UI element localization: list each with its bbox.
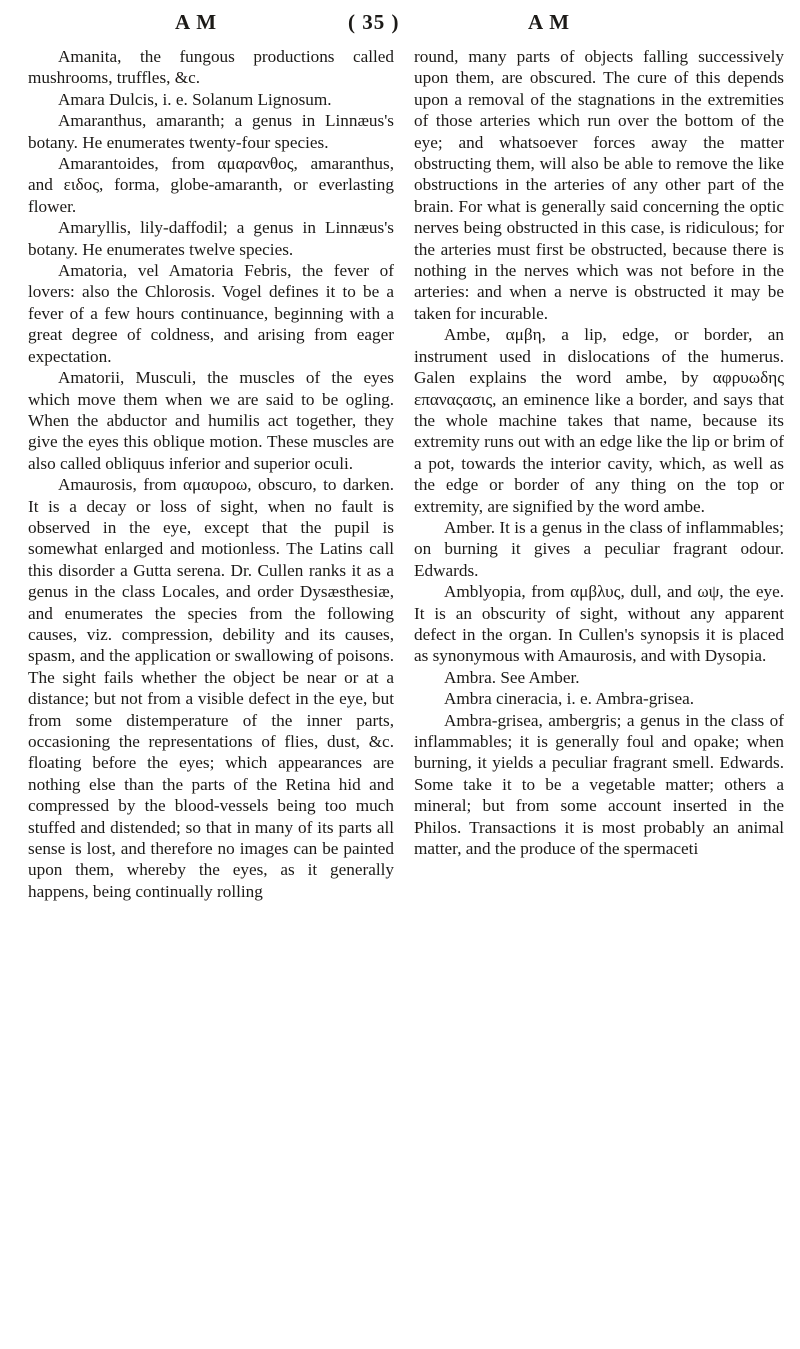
page-number: ( 35 ) (348, 10, 400, 34)
left-column-entry: Amaurosis, from αμαυροω, obscuro, to darken. It is a decay or loss of sight, when no fault is observed in the eye, except that the pupil is somewhat enlarged and motionless. The Latins call this disorder a Gutta serena. Dr. Cullen ranks it as a genus in the class Locales, and order Dysæsthesiæ, and enumerates the species from the following causes, viz. compression, debility and its causes, spasm, and the application or swallowing of poisons. The sight fails whether the object be near or at a distance; but not from a visible defect in the eye, but from some distemperature of the inner parts, occasioning the representations of flies, dust, &c. floating before the eyes; which appearances are nothing else than the parts of the Retina hid and compressed by the blood-vessels being too much stuffed and distended; so that in many of its parts all sense is lost, and therefore no images can be painted upon them, whereby the eyes, as it generally happens, being continually rolling (28, 475, 394, 901)
running-header (0, 10, 800, 50)
right-column-entry: Ambra cineracia, i. e. Ambra-grisea. (444, 689, 695, 709)
right-column-entry: Amblyopia, from αμβλυς, dull, and ωψ, the eye. It is an obscurity of sight, without any apparent defect in the organ. In Cullen's synopsis it is placed as synonymous with Amaurosis, and with Dysopia. (414, 582, 784, 666)
left-column-entry: Amarantoides, from αμαρανθος, amaranthus, and ειδος, forma, globe-amaranth, or everlasting flower. (28, 154, 394, 216)
left-column (28, 46, 394, 902)
header-right: A M (528, 10, 571, 34)
header-left: A M (175, 10, 218, 34)
right-column-entry: Ambe, αμβη, a lip, edge, or border, an instrument used in dislocations of the humerus. Galen explains the word ambe, by αφρυωδης επαναςασις, an eminence like a border, and says that the whole machine takes that name, because its extremity runs out with an edge like the lip or brim of a pot, towards the interior cavity, which, as well as the edge or border of any thing on the top or extremity, are signified by the word ambe. (414, 325, 784, 516)
left-column-entry: Amara Dulcis, i. e. Solanum Lignosum. (58, 89, 332, 109)
left-column-entry: Amaranthus, amaranth; a genus in Linnæus's botany. He enumerates twenty-four species. (28, 111, 394, 152)
left-column-entry: Amatorii, Musculi, the muscles of the eyes which move them when we are said to be ogling. When the abductor and humilis act together, they give the eyes this oblique motion. These muscles are also called obliquus inferior and superior oculi. (28, 368, 394, 473)
right-column-entry: Ambra-grisea, ambergris; a genus in the class of inflammables; it is generally foul and opake; when burning, it yields a peculiar fragrant smell. Edwards. Some take it to be a vegetable matter; others a mineral; but from some account inserted in the Philos. Transactions it is most probably an animal matter, and the produce of the spermaceti (414, 710, 784, 859)
right-column-entry: round, many parts of objects falling successively upon them, are obscured. The cure of this depends upon a removal of the stagnations in the extremities of those arteries which run over the bottom of the eye; and whatsoever forces away the matter obstructing them, will also be able to remove the like obstructions in the arteries of any other part of the brain. For what is generally said concerning the optic nerves being obstructed in this case, is ridiculous; for the arteries must first be obstructed, because there is nothing in the nerves which was not before in the arteries: and when a nerve is obstructed it may be taken for incurable. (414, 47, 784, 323)
right-column-entry: Amber. It is a genus in the class of inflammables; on burning it gives a peculiar fragrant odour. Edwards. (414, 517, 784, 580)
right-column (414, 46, 784, 859)
left-column-entry: Amanita, the fungous productions called mushrooms, truffles, &c. (28, 47, 394, 88)
left-column-entry: Amaryllis, lily-daffodil; a genus in Linnæus's botany. He enumerates twelve species. (28, 218, 394, 259)
left-column-entry: Amatoria, vel Amatoria Febris, the fever of lovers: also the Chlorosis. Vogel defines it to be a fever of a few hours continuance, beginning with a great degree of coldness, and arising from eager expectation. (28, 261, 394, 366)
right-column-entry: Ambra. See Amber. (444, 667, 580, 687)
